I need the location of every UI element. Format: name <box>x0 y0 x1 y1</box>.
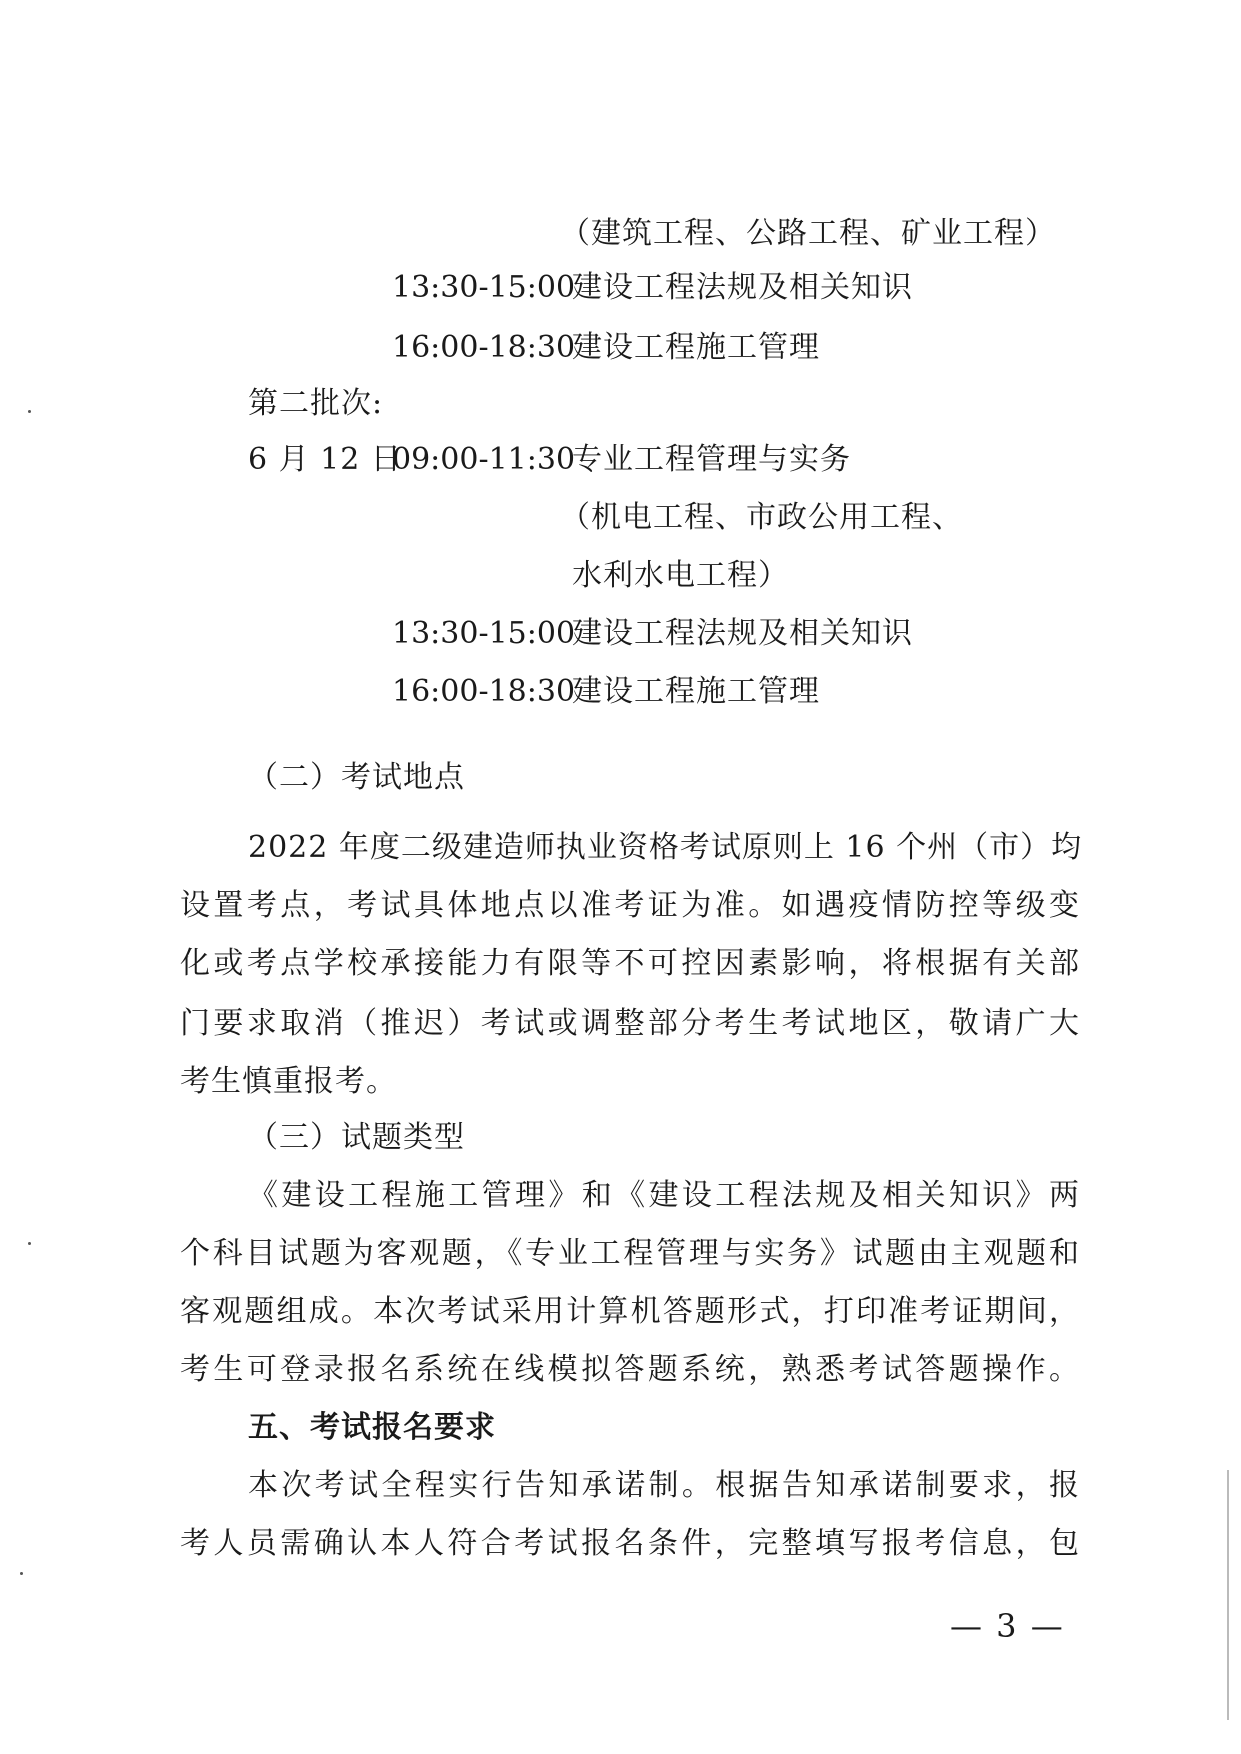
section-five-heading: 五、考试报名要求 <box>248 1410 496 1445</box>
page-number: — 3 — <box>950 1607 1065 1645</box>
scan-speck <box>28 410 31 413</box>
batch2-first-time: 09:00-11:30 <box>392 442 576 477</box>
batch1-row-subject: 建设工程施工管理 <box>572 330 820 365</box>
paragraph-line: 《建设工程施工管理》和《建设工程法规及相关知识》两 <box>248 1178 1080 1213</box>
paragraph-line: 考生可登录报名系统在线模拟答题系统，熟悉考试答题操作。 <box>180 1352 1080 1387</box>
scan-speck <box>20 1572 23 1575</box>
batch2-note-line: 水利水电工程） <box>572 558 789 593</box>
batch2-row-time: 13:30-15:00 <box>392 616 576 651</box>
batch2-row-time: 16:00-18:30 <box>392 674 576 709</box>
paragraph-line: 本次考试全程实行告知承诺制。根据告知承诺制要求，报 <box>248 1468 1080 1503</box>
paragraph-line: 门要求取消（推迟）考试或调整部分考生考试地区，敬请广大 <box>180 1006 1080 1041</box>
batch2-row-subject: 建设工程法规及相关知识 <box>572 616 913 651</box>
batch2-date: 6 月 12 日 <box>248 442 402 477</box>
batch2-first-subject: 专业工程管理与实务 <box>572 442 851 477</box>
batch1-row-time: 13:30-15:00 <box>392 270 576 305</box>
paragraph-line: 2022 年度二级建造师执业资格考试原则上 16 个州（市）均 <box>248 830 1083 865</box>
batch2-note-line: （机电工程、市政公用工程、 <box>560 500 963 535</box>
scan-edge-line <box>1227 1470 1229 1720</box>
section-location-heading: （二）考试地点 <box>248 760 465 795</box>
scan-speck <box>28 1242 31 1245</box>
paragraph-line: 考人员需确认本人符合考试报名条件，完整填写报考信息，包 <box>180 1526 1080 1561</box>
paragraph-line: 客观题组成。本次考试采用计算机答题形式，打印准考证期间， <box>180 1294 1080 1329</box>
batch2-row-subject: 建设工程施工管理 <box>572 674 820 709</box>
paragraph-line: 化或考点学校承接能力有限等不可控因素影响，将根据有关部 <box>180 946 1080 981</box>
batch1-subjects-note: （建筑工程、公路工程、矿业工程） <box>560 216 1056 251</box>
paragraph-line: 设置考点，考试具体地点以准考证为准。如遇疫情防控等级变 <box>180 888 1080 923</box>
batch2-label: 第二批次: <box>248 386 384 421</box>
paragraph-line: 考生慎重报考。 <box>180 1064 397 1099</box>
section-question-types-heading: （三）试题类型 <box>248 1120 465 1155</box>
batch1-row-subject: 建设工程法规及相关知识 <box>572 270 913 305</box>
paragraph-line: 个科目试题为客观题，《专业工程管理与实务》试题由主观题和 <box>180 1236 1080 1271</box>
batch1-row-time: 16:00-18:30 <box>392 330 576 365</box>
